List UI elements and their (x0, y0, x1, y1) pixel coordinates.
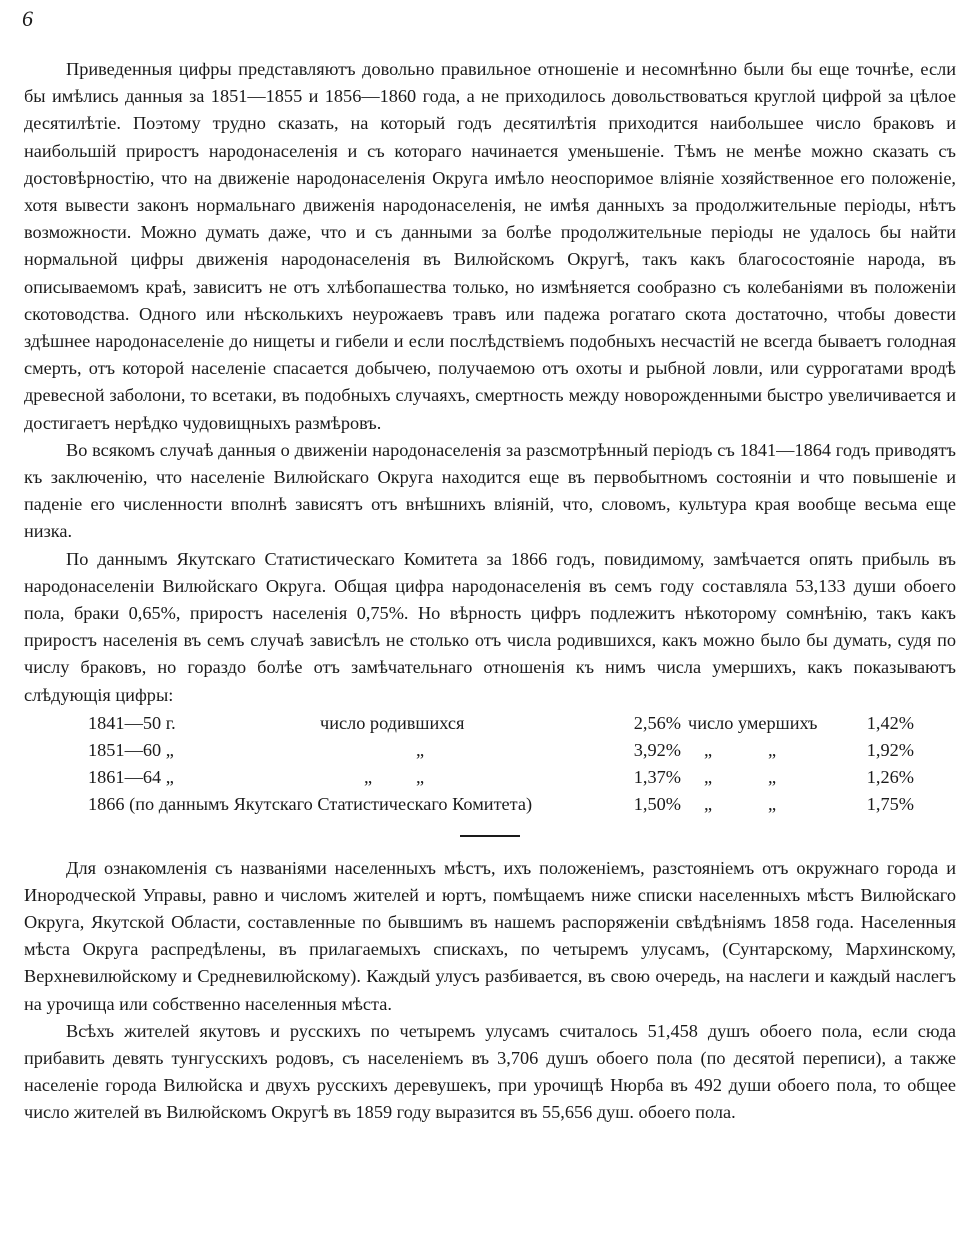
row-period: 1866 (по даннымъ Якутскаго Статистическаго Комитета) (88, 794, 533, 815)
paragraph: Во всякомъ случаѣ данныя о движеніи народонаселенія за разсмотрѣнный періодъ съ 1841—1864 годъ приводятъ къ заключенію, что населеніе Вилюйскаго Округа находится еще въ первобытномъ состояніи и что повышеніе и паденіе его численности вполнѣ зависятъ отъ внѣшнихъ вліяній, что, словомъ, культура края вообще весьма еще низка. (24, 439, 956, 542)
row-deaths: 1,92% (866, 740, 914, 761)
row-deaths-label: число умершихъ (688, 712, 818, 733)
paragraph: Для ознакомленія съ названіями населенныхъ мѣстъ, ихъ положеніемъ, разстояніемъ отъ окружнаго города и Инородческой Управы, равно и числомъ жителей и юртъ, помѣщаемъ ниже списки населенныхъ мѣстъ Вилюйскаго Округа, Якутской Области, составленные по бывшимъ въ нашемъ распоряженіи свѣдѣніямъ 1858 года. Населенныя мѣста Округа распредѣлены, въ прилагаемыхъ спискахъ, по четыремъ улусамъ, (Сунтарскому, Мархинскому, Верхневилюйскому и Средневилюйскому). Каждый улусъ разбивается, въ свою очередь, на наслеги и каждый наслегъ на урочища или собственно населенныя мѣста. (24, 857, 956, 1014)
row-period: 1861—64 „ (88, 767, 174, 788)
ditto-mark: „ (768, 767, 777, 788)
ditto-mark: „ (704, 794, 713, 815)
ditto-mark: „ (416, 767, 425, 788)
row-deaths: 1,75% (866, 794, 914, 815)
ditto-mark: „ (364, 767, 373, 788)
stats-table (24, 710, 956, 819)
paragraph: Всѣхъ жителей якутовъ и русскихъ по четыремъ улусамъ считалось 51,458 душъ обоего пола, если сюда прибавить девять тунгусскихъ родовъ, съ населеніемъ въ 3,706 душъ обоего пола (по десятой переписи), а также населеніе города Вилюйска и двухъ русскихъ деревушекъ, при урочищѣ Нюрба въ 492 души обоего пола, то общее число жителей въ Вилюйскомъ Округѣ въ 1859 году выразится въ 55,656 душ. обоего пола. (24, 1020, 956, 1123)
table-row (24, 791, 956, 818)
table-row (24, 710, 956, 737)
paragraph: Приведенныя цифры представляютъ довольно правильное отношеніе и несомнѣнно были бы еще точнѣе, если бы имѣлись данныя за 1851—1855 и 1856—1860 года, а не приходилось довольствоваться круглой цифрой за цѣлое десятилѣтіе. Поэтому трудно сказать, на который годъ десятилѣтія приходится наибольшее число браковъ и наибольшій приростъ народонаселенія и съ котораго начинается уменьшеніе. Тѣмъ не менѣе можно сказать съ достовѣрностію, что на движеніе народонаселенія Округа имѣло неоспоримое вліяніе хозяйственное его положеніе, хотя вывести законъ нормальнаго движенія народонаселенія, не имѣя данныхъ за продолжительные періоды, нѣтъ возможности. Можно думать даже, что и съ данными за болѣе продолжительные періоды не удалось бы найти нормальной цифры движенія народонаселенія въ Вилюйскомъ Округѣ, такъ какъ благосостояніе народа, въ описываемомъ краѣ, зависитъ не отъ хлѣбопашества только, но измѣняется сообразно съ колебаніями въ положеніи скотоводства. Одного или нѣсколькихъ неурожаевъ травъ или падежа рогатаго скота достаточно, чтобы довести здѣшнее народонаселеніе до нищеты и гибели и если послѣдствіемъ подобныхъ несчастій не всегда бываетъ голодная смерть, отъ которой населеніе спасается добычею, получаемою отъ охоты и рыбной ловли, или суррогатами вродѣ древесной заболони, то всетаки, въ подобныхъ случаяхъ, смертность между новорожденными быстро увеличивается и достигаетъ нерѣдко чудовищныхъ размѣровъ. (24, 59, 956, 433)
ditto-mark: „ (768, 794, 777, 815)
ditto-mark: „ (704, 740, 713, 761)
row-deaths: 1,26% (866, 767, 914, 788)
row-label: число родившихся (320, 712, 465, 733)
row-births: 2,56% (633, 712, 681, 733)
table-row (24, 764, 956, 791)
row-period: 1841—50 г. (88, 712, 176, 733)
row-deaths: 1,42% (866, 712, 914, 733)
ditto-mark: „ (768, 740, 777, 761)
table-row (24, 737, 956, 764)
row-births: 1,37% (633, 767, 681, 788)
row-births: 1,50% (633, 794, 681, 815)
paragraph: По даннымъ Якутскаго Статистическаго Комитета за 1866 годъ, повидимому, замѣчается опять прибыль въ народонаселеніи Вилюйскаго Округа. Общая цифра народонаселенія въ семъ году составляла 53,133 души обоего пола, браки 0,65%, приростъ населенія 0,75%. Но вѣрность цифръ подлежитъ нѣкоторому сомнѣнію, такъ какъ приростъ населенія въ семъ случаѣ зависѣлъ не столько отъ числа родившихся, какъ можно было бы думать, судя по числу браковъ, но гораздо болѣе отъ замѣчательнаго отношенія къ нимъ числа умершихъ, какъ показываютъ слѣдующія цифры: (24, 548, 956, 705)
ditto-mark: „ (416, 740, 425, 761)
ditto-mark: „ (704, 767, 713, 788)
section-divider (460, 835, 520, 837)
row-births: 3,92% (633, 740, 681, 761)
body-text (24, 56, 956, 1127)
page-number: 6 (22, 6, 33, 31)
row-period: 1851—60 „ (88, 740, 174, 761)
